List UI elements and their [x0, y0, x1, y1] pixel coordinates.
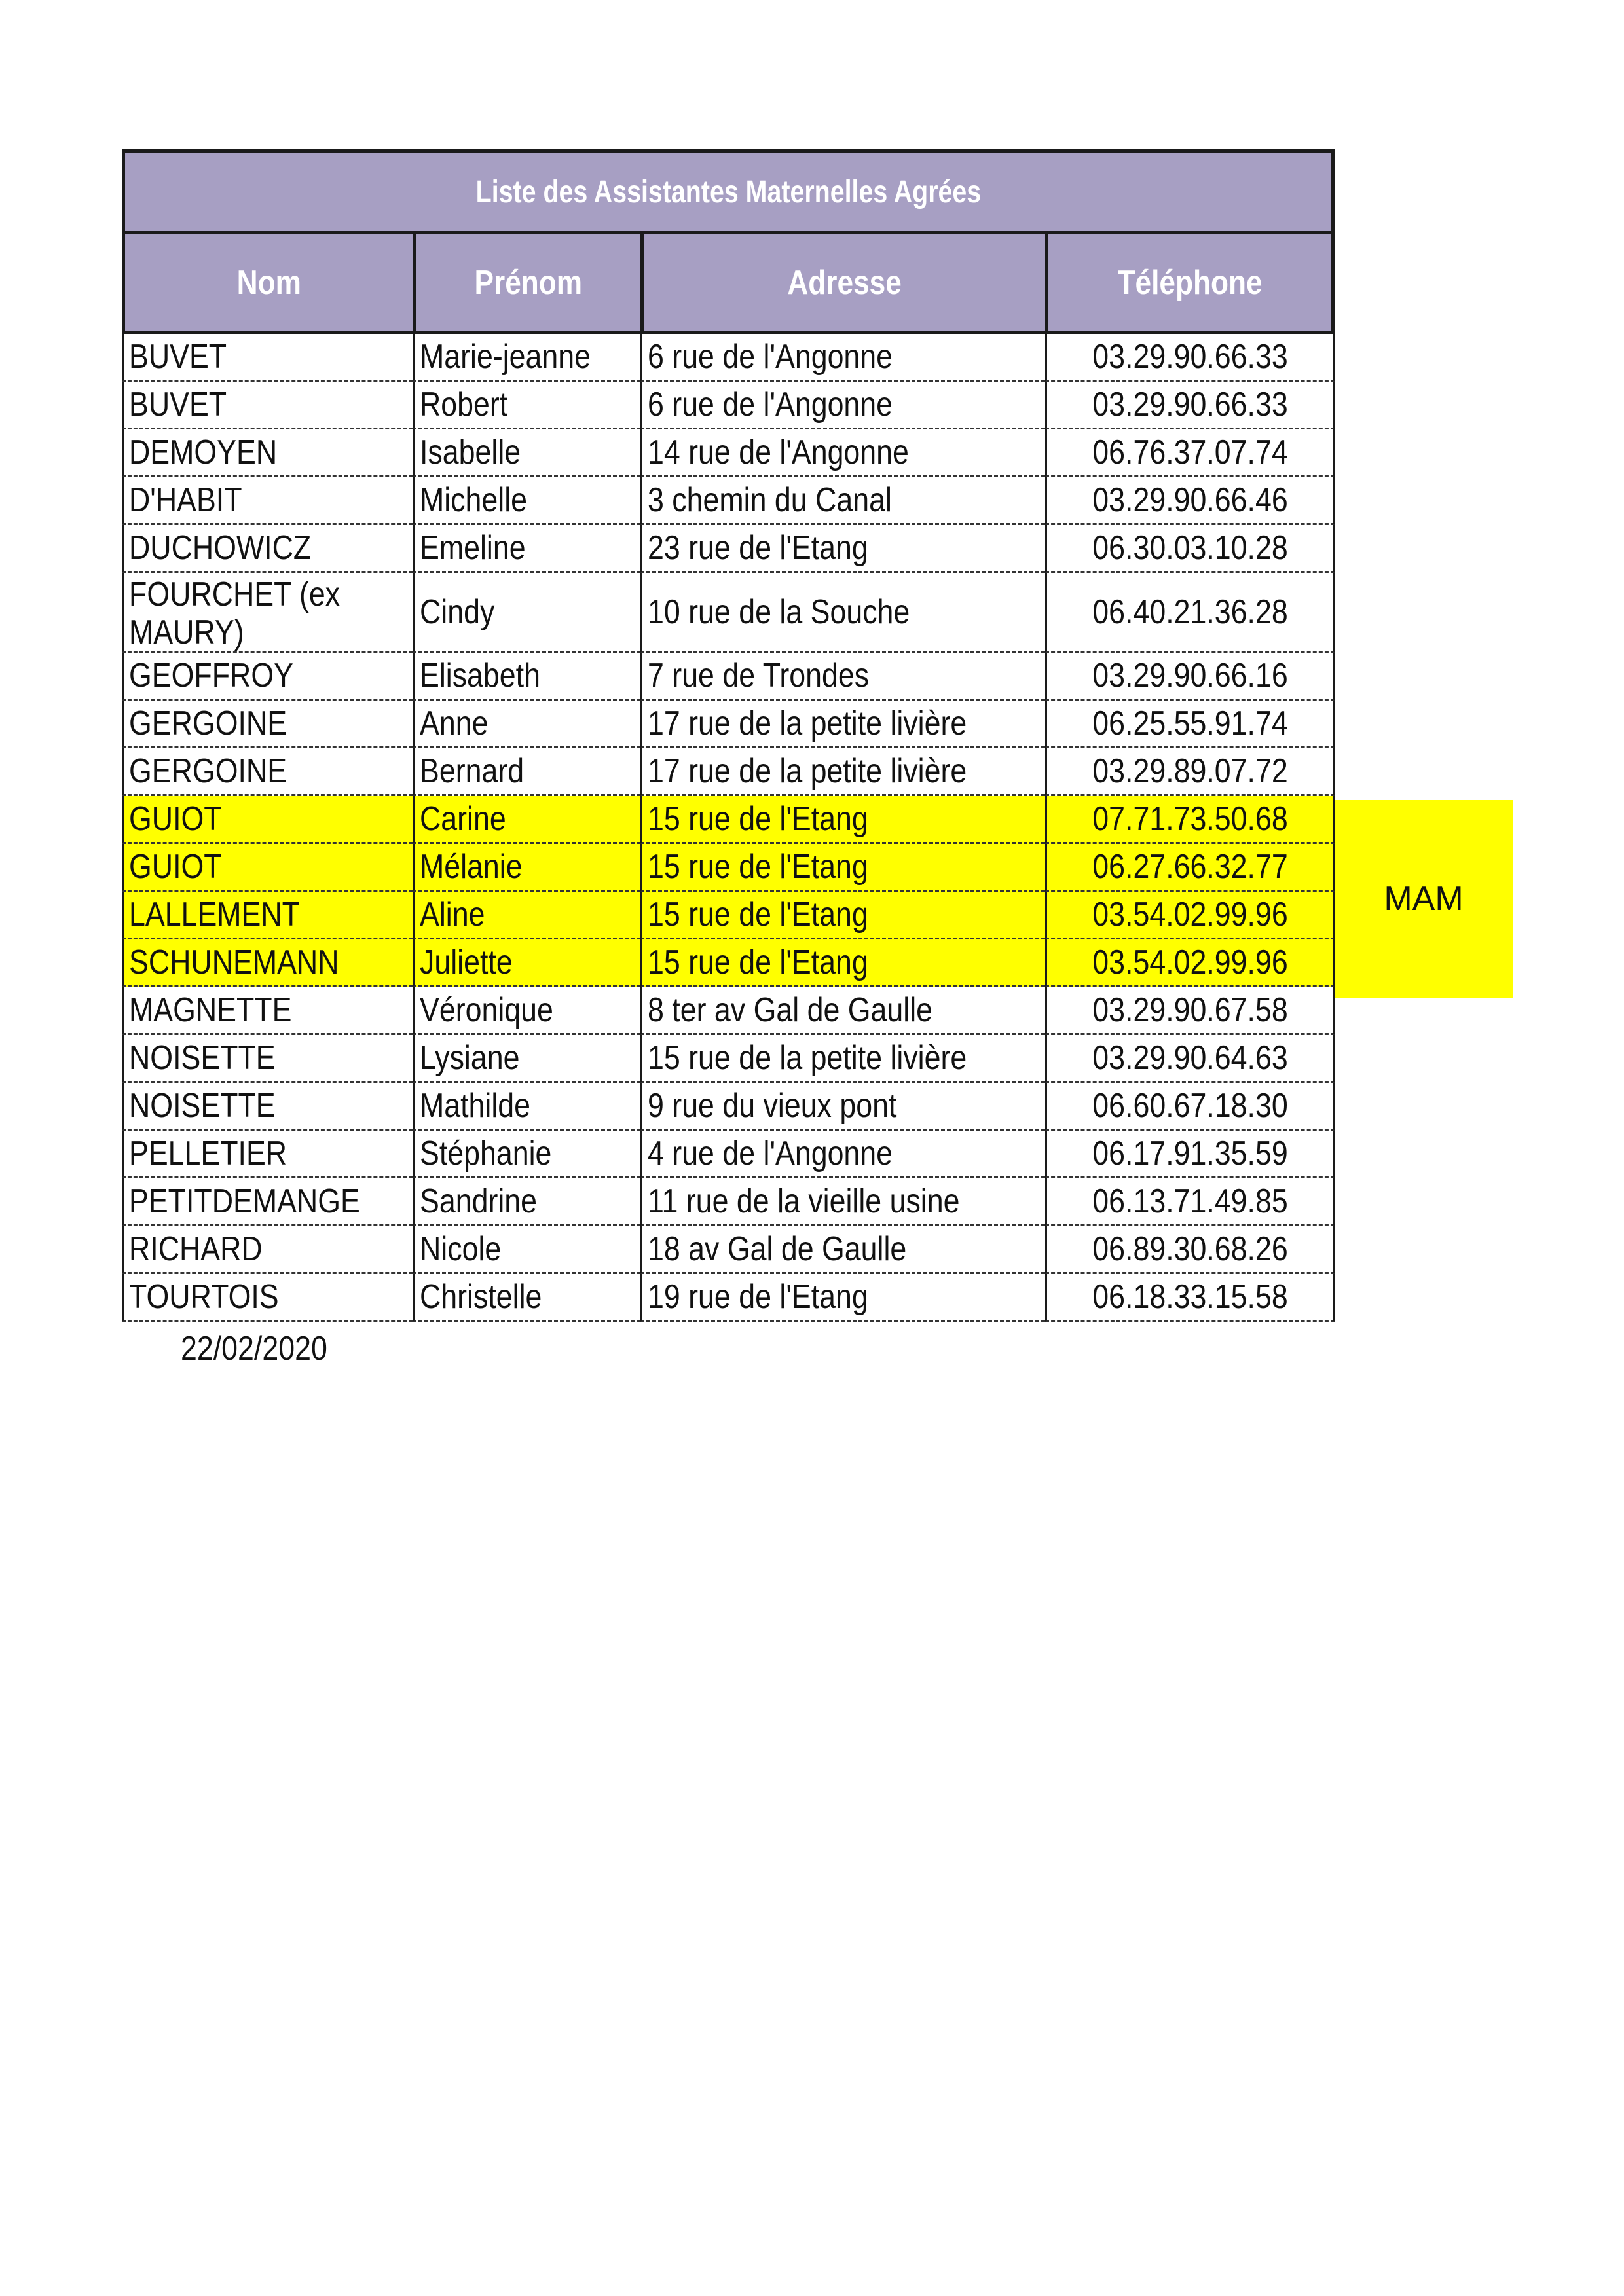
cell-nom	[122, 1226, 413, 1274]
cell-telephone-text: 06.17.91.35.59	[1092, 1135, 1288, 1173]
cell-prenom	[413, 892, 640, 939]
cell-adresse	[640, 701, 1045, 748]
cell-prenom-text: Aline	[420, 896, 485, 934]
cell-telephone	[1045, 1178, 1335, 1226]
cell-prenom-text: Stéphanie	[420, 1135, 552, 1173]
cell-adresse-text: 10 rue de la Souche	[648, 592, 910, 631]
cell-adresse	[640, 1226, 1045, 1274]
document-date	[181, 1329, 351, 1368]
cell-nom-text: FOURCHET (ex MAURY)	[129, 575, 341, 651]
column-header-prenom-text: Prénom	[474, 263, 582, 302]
cell-adresse-text: 14 rue de l'Angonne	[648, 433, 909, 471]
cell-nom	[122, 1274, 413, 1322]
cell-telephone-text: 06.27.66.32.77	[1092, 848, 1288, 886]
cell-prenom-text: Robert	[420, 386, 508, 424]
cell-nom-text: GEOFFROY	[129, 657, 293, 695]
cell-adresse	[640, 1035, 1045, 1083]
mam-label	[1335, 800, 1513, 998]
cell-prenom-text: Emeline	[420, 529, 526, 567]
cell-telephone-text: 03.29.90.66.33	[1092, 338, 1288, 376]
cell-telephone	[1045, 844, 1335, 892]
cell-telephone-text: 03.54.02.99.96	[1092, 896, 1288, 934]
cell-nom	[122, 1035, 413, 1083]
cell-prenom	[413, 334, 640, 382]
cell-nom-text: GUIOT	[129, 800, 222, 838]
cell-telephone	[1045, 1131, 1335, 1178]
cell-adresse	[640, 796, 1045, 844]
table-title-text: Liste des Assistantes Maternelles Agrées	[475, 174, 981, 210]
cell-adresse-text: 18 av Gal de Gaulle	[648, 1230, 907, 1268]
cell-prenom	[413, 382, 640, 429]
cell-nom-text: NOISETTE	[129, 1039, 276, 1077]
cell-prenom-text: Christelle	[420, 1278, 542, 1316]
cell-prenom-text: Nicole	[420, 1230, 502, 1268]
cell-prenom	[413, 701, 640, 748]
cell-prenom	[413, 653, 640, 701]
cell-telephone	[1045, 1083, 1335, 1131]
cell-telephone	[1045, 939, 1335, 987]
cell-nom	[122, 796, 413, 844]
cell-telephone-text: 06.76.37.07.74	[1092, 433, 1288, 471]
cell-prenom-text: Véronique	[420, 991, 553, 1029]
cell-adresse-text: 6 rue de l'Angonne	[648, 386, 893, 424]
cell-nom-text: NOISETTE	[129, 1087, 276, 1125]
cell-nom	[122, 429, 413, 477]
cell-telephone-text: 06.40.21.36.28	[1092, 592, 1288, 631]
cell-prenom-text: Juliette	[420, 943, 513, 981]
cell-adresse	[640, 939, 1045, 987]
cell-nom	[122, 844, 413, 892]
column-header-adresse	[640, 234, 1045, 334]
cell-adresse-text: 17 rue de la petite livière	[648, 752, 967, 790]
cell-telephone-text: 03.29.90.66.33	[1092, 386, 1288, 424]
cell-prenom-text: Cindy	[420, 592, 495, 631]
cell-nom	[122, 987, 413, 1035]
cell-nom-text: DUCHOWICZ	[129, 529, 312, 567]
cell-prenom	[413, 844, 640, 892]
cell-nom	[122, 1131, 413, 1178]
column-header-telephone	[1045, 234, 1335, 334]
cell-telephone	[1045, 1226, 1335, 1274]
cell-adresse	[640, 748, 1045, 796]
cell-prenom	[413, 573, 640, 653]
cell-prenom-text: Mélanie	[420, 848, 523, 886]
cell-adresse	[640, 1083, 1045, 1131]
cell-telephone-text: 03.54.02.99.96	[1092, 943, 1288, 981]
cell-adresse-text: 23 rue de l'Etang	[648, 529, 868, 567]
cell-telephone-text: 06.60.67.18.30	[1092, 1087, 1288, 1125]
cell-telephone	[1045, 429, 1335, 477]
cell-telephone	[1045, 382, 1335, 429]
cell-prenom-text: Sandrine	[420, 1182, 538, 1220]
cell-nom	[122, 748, 413, 796]
cell-nom	[122, 525, 413, 573]
cell-adresse	[640, 573, 1045, 653]
cell-adresse-text: 19 rue de l'Etang	[648, 1278, 868, 1316]
cell-nom-text: PELLETIER	[129, 1135, 287, 1173]
cell-nom	[122, 892, 413, 939]
cell-nom	[122, 1178, 413, 1226]
cell-telephone	[1045, 334, 1335, 382]
cell-adresse-text: 15 rue de l'Etang	[648, 800, 868, 838]
cell-telephone-text: 07.71.73.50.68	[1092, 800, 1288, 838]
cell-telephone-text: 03.29.90.64.63	[1092, 1039, 1288, 1077]
cell-adresse-text: 11 rue de la vieille usine	[648, 1182, 960, 1220]
cell-adresse-text: 9 rue du vieux pont	[648, 1087, 897, 1125]
cell-prenom-text: Carine	[420, 800, 506, 838]
cell-telephone	[1045, 796, 1335, 844]
mam-label-text: MAM	[1384, 880, 1464, 918]
column-header-nom	[122, 234, 413, 334]
cell-prenom	[413, 1274, 640, 1322]
cell-nom	[122, 334, 413, 382]
cell-prenom	[413, 525, 640, 573]
cell-prenom	[413, 796, 640, 844]
cell-adresse	[640, 1131, 1045, 1178]
cell-adresse-text: 15 rue de l'Etang	[648, 848, 868, 886]
cell-nom-text: BUVET	[129, 386, 227, 424]
cell-adresse-text: 7 rue de Trondes	[648, 657, 870, 695]
column-header-telephone-text: Téléphone	[1117, 263, 1263, 302]
cell-telephone-text: 03.29.90.67.58	[1092, 991, 1288, 1029]
cell-nom-text: MAGNETTE	[129, 991, 292, 1029]
cell-prenom	[413, 1083, 640, 1131]
cell-adresse	[640, 334, 1045, 382]
cell-nom-text: GUIOT	[129, 848, 222, 886]
cell-prenom	[413, 1035, 640, 1083]
cell-prenom-text: Anne	[420, 704, 489, 742]
cell-adresse-text: 6 rue de l'Angonne	[648, 338, 893, 376]
cell-prenom-text: Marie-jeanne	[420, 338, 591, 376]
cell-nom-text: LALLEMENT	[129, 896, 300, 934]
cell-nom	[122, 939, 413, 987]
cell-adresse	[640, 844, 1045, 892]
cell-nom-text: RICHARD	[129, 1230, 263, 1268]
cell-nom-text: D'HABIT	[129, 481, 242, 519]
cell-prenom-text: Lysiane	[420, 1039, 520, 1077]
cell-prenom	[413, 939, 640, 987]
cell-adresse-text: 8 ter av Gal de Gaulle	[648, 991, 933, 1029]
cell-adresse	[640, 892, 1045, 939]
cell-prenom-text: Mathilde	[420, 1087, 531, 1125]
cell-nom-text: GERGOINE	[129, 752, 287, 790]
cell-telephone	[1045, 1274, 1335, 1322]
cell-telephone-text: 06.18.33.15.58	[1092, 1278, 1288, 1316]
cell-adresse-text: 15 rue de l'Etang	[648, 943, 868, 981]
cell-adresse	[640, 1178, 1045, 1226]
cell-telephone-text: 06.13.71.49.85	[1092, 1182, 1288, 1220]
cell-telephone	[1045, 701, 1335, 748]
cell-prenom	[413, 429, 640, 477]
cell-prenom-text: Michelle	[420, 481, 528, 519]
cell-telephone	[1045, 477, 1335, 525]
cell-prenom	[413, 1226, 640, 1274]
cell-nom	[122, 573, 413, 653]
cell-telephone	[1045, 892, 1335, 939]
cell-adresse-text: 4 rue de l'Angonne	[648, 1135, 893, 1173]
cell-prenom	[413, 748, 640, 796]
cell-adresse	[640, 653, 1045, 701]
cell-telephone-text: 03.29.89.07.72	[1092, 752, 1288, 790]
cell-telephone	[1045, 573, 1335, 653]
cell-adresse	[640, 1274, 1045, 1322]
table-title	[122, 149, 1335, 234]
cell-telephone-text: 06.89.30.68.26	[1092, 1230, 1288, 1268]
cell-telephone	[1045, 987, 1335, 1035]
cell-adresse	[640, 987, 1045, 1035]
cell-adresse	[640, 429, 1045, 477]
cell-nom	[122, 1083, 413, 1131]
cell-prenom-text: Isabelle	[420, 433, 521, 471]
cell-telephone	[1045, 748, 1335, 796]
cell-adresse-text: 15 rue de la petite livière	[648, 1039, 967, 1077]
cell-nom	[122, 701, 413, 748]
cell-nom-text: TOURTOIS	[129, 1278, 279, 1316]
cell-nom-text: SCHUNEMANN	[129, 943, 339, 981]
cell-adresse	[640, 477, 1045, 525]
cell-nom	[122, 653, 413, 701]
cell-telephone-text: 06.30.03.10.28	[1092, 529, 1288, 567]
column-header-adresse-text: Adresse	[787, 263, 902, 302]
cell-prenom	[413, 1178, 640, 1226]
cell-telephone	[1045, 525, 1335, 573]
cell-telephone-text: 03.29.90.66.16	[1092, 657, 1288, 695]
cell-adresse	[640, 382, 1045, 429]
cell-telephone	[1045, 1035, 1335, 1083]
column-header-nom-text: Nom	[236, 263, 301, 302]
cell-nom-text: PETITDEMANGE	[129, 1182, 360, 1220]
cell-prenom	[413, 477, 640, 525]
cell-telephone	[1045, 653, 1335, 701]
cell-adresse	[640, 525, 1045, 573]
cell-prenom	[413, 1131, 640, 1178]
cell-adresse-text: 17 rue de la petite livière	[648, 704, 967, 742]
cell-prenom-text: Bernard	[420, 752, 525, 790]
cell-prenom	[413, 987, 640, 1035]
column-header-prenom	[413, 234, 640, 334]
cell-prenom-text: Elisabeth	[420, 657, 540, 695]
cell-nom-text: BUVET	[129, 338, 227, 376]
cell-adresse-text: 15 rue de l'Etang	[648, 896, 868, 934]
cell-telephone-text: 03.29.90.66.46	[1092, 481, 1288, 519]
cell-nom	[122, 477, 413, 525]
cell-nom	[122, 382, 413, 429]
cell-adresse-text: 3 chemin du Canal	[648, 481, 892, 519]
document-date-text: 22/02/2020	[181, 1330, 327, 1368]
cell-nom-text: DEMOYEN	[129, 433, 278, 471]
cell-telephone-text: 06.25.55.91.74	[1092, 704, 1288, 742]
cell-nom-text: GERGOINE	[129, 704, 287, 742]
